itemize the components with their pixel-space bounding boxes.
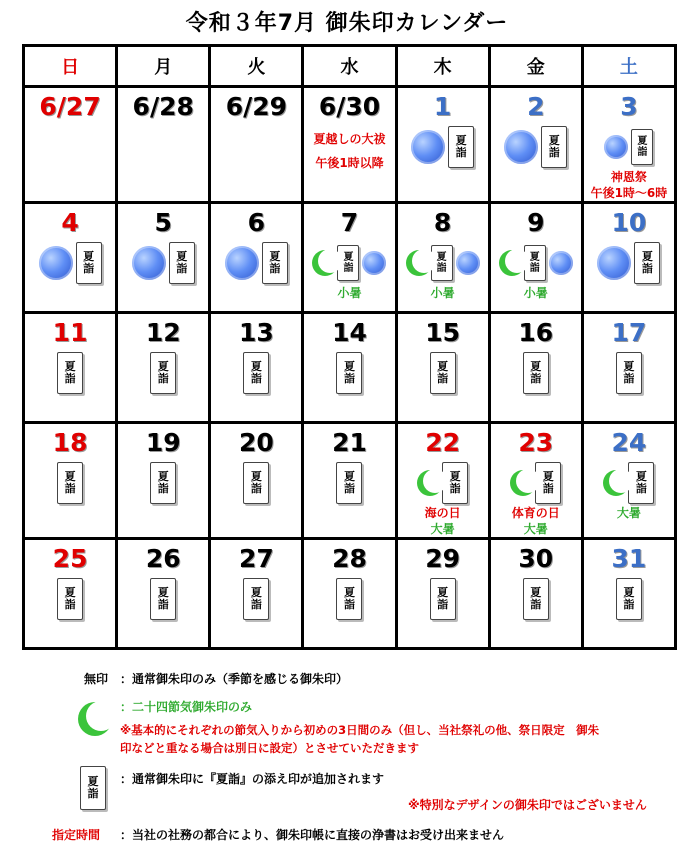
natsumode-tag-icon: 夏 詣 xyxy=(616,352,642,394)
calendar-day-cell xyxy=(24,87,117,203)
day-note: 大暑 xyxy=(430,522,455,536)
natsumode-tag-icon: 夏 詣 xyxy=(336,578,362,620)
calendar-day-cell xyxy=(117,423,210,539)
calendar-day-cell xyxy=(396,203,489,313)
legend-time-desc: ：当社の社務の都合により、御朱印帳に直接の浄書はお受け出来ません xyxy=(120,828,505,842)
natsumode-tag-icon: 夏 詣 xyxy=(57,352,83,394)
day-icons xyxy=(491,577,581,621)
day-icons xyxy=(304,241,394,285)
calendar-day-cell xyxy=(210,203,303,313)
natsumode-tag-icon: 夏 詣 xyxy=(169,242,195,284)
natsumode-tag-icon: 夏 詣 xyxy=(442,462,468,504)
day-icons xyxy=(491,241,581,285)
day-note: 小暑 xyxy=(523,286,548,300)
day-number: 17 xyxy=(611,318,647,347)
day-number: 14 xyxy=(332,318,367,347)
calendar-day-cell xyxy=(489,423,582,539)
weekday-header: 水 xyxy=(303,46,396,87)
natsumode-tag-icon: 夏 詣 xyxy=(243,352,269,394)
natsumode-tag-icon: 夏 詣 xyxy=(57,578,83,620)
day-icons xyxy=(584,125,674,169)
legend-tag-note: ※特別なデザインの御朱印ではございません xyxy=(408,798,647,812)
calendar-day-cell xyxy=(489,313,582,423)
day-number: 28 xyxy=(332,544,367,573)
day-number: 3 xyxy=(620,92,638,121)
day-icons xyxy=(304,461,394,505)
calendar-table xyxy=(22,44,677,650)
calendar-week-row xyxy=(24,203,676,313)
sekki-moon-icon xyxy=(603,468,625,498)
day-number: 31 xyxy=(611,544,647,573)
day-note: 午後1時以降 xyxy=(315,156,384,170)
legend-none-label: 無印 xyxy=(84,672,109,686)
natsumode-tag-icon: 夏 詣 xyxy=(634,242,660,284)
weekday-header: 月 xyxy=(117,46,210,87)
hydrangea-icon xyxy=(132,246,166,280)
calendar-day-cell xyxy=(24,423,117,539)
day-note: 海の日 xyxy=(424,506,461,520)
calendar-day-cell xyxy=(582,87,675,203)
day-icons xyxy=(211,351,301,395)
hydrangea-icon xyxy=(604,135,628,159)
day-icons xyxy=(398,125,488,169)
calendar-day-cell xyxy=(24,203,117,313)
calendar-day-cell xyxy=(24,313,117,423)
natsumode-tag-icon: 夏 詣 xyxy=(631,129,653,165)
day-icons xyxy=(398,351,488,395)
calendar-day-cell xyxy=(489,203,582,313)
natsumode-tag-icon: 夏 詣 xyxy=(523,578,549,620)
day-icons xyxy=(211,241,301,285)
calendar-day-cell xyxy=(210,539,303,649)
day-number: 18 xyxy=(52,428,88,457)
day-icons xyxy=(584,577,674,621)
hydrangea-icon xyxy=(411,130,445,164)
calendar-day-cell xyxy=(396,313,489,423)
sekki-moon-icon xyxy=(510,468,532,498)
legend-time-label: 指定時間 xyxy=(52,828,101,842)
natsumode-tag-icon: 夏 詣 xyxy=(150,352,176,394)
calendar-day-cell xyxy=(117,313,210,423)
day-icons xyxy=(491,461,581,505)
day-note: 大暑 xyxy=(616,506,641,520)
weekday-header: 金 xyxy=(489,46,582,87)
day-number: 25 xyxy=(52,544,88,573)
day-number: 23 xyxy=(518,428,554,457)
day-number: 11 xyxy=(52,318,88,347)
sekki-moon-icon xyxy=(312,248,334,278)
weekday-header-row xyxy=(24,46,676,87)
calendar-day-cell xyxy=(396,539,489,649)
calendar-day-cell xyxy=(24,539,117,649)
natsumode-tag-icon: 夏 詣 xyxy=(336,352,362,394)
natsumode-tag-icon: 夏 詣 xyxy=(243,578,269,620)
day-number: 30 xyxy=(518,544,554,573)
hydrangea-icon xyxy=(39,246,73,280)
day-icons xyxy=(25,351,115,395)
day-number: 4 xyxy=(61,208,79,237)
day-note: 神恩祭 xyxy=(610,170,647,184)
day-icons xyxy=(398,577,488,621)
day-number: 22 xyxy=(425,428,461,457)
legend-moon-desc: ：二十四節気御朱印のみ xyxy=(120,700,253,714)
day-icons xyxy=(584,351,674,395)
calendar-day-cell xyxy=(303,87,396,203)
day-icons xyxy=(118,241,208,285)
legend-tag-icon: 夏 詣 xyxy=(80,766,106,810)
day-icons xyxy=(304,351,394,395)
day-note: 小暑 xyxy=(430,286,455,300)
day-number: 6/27 xyxy=(39,92,101,121)
page-title: 令和３年7月 御朱印カレンダー xyxy=(185,11,509,36)
sekki-moon-icon xyxy=(499,248,521,278)
hydrangea-icon xyxy=(549,251,573,275)
natsumode-tag-icon: 夏 詣 xyxy=(243,462,269,504)
calendar-week-row xyxy=(24,313,676,423)
hydrangea-icon xyxy=(456,251,480,275)
natsumode-tag-icon: 夏 詣 xyxy=(430,352,456,394)
weekday-header: 木 xyxy=(396,46,489,87)
day-number: 5 xyxy=(154,208,172,237)
natsumode-tag-icon: 夏 詣 xyxy=(431,245,453,281)
day-note: 小暑 xyxy=(337,286,362,300)
hydrangea-icon xyxy=(597,246,631,280)
weekday-header: 火 xyxy=(210,46,303,87)
calendar-day-cell xyxy=(117,87,210,203)
day-note: 体育の日 xyxy=(511,506,560,520)
natsumode-tag-icon: 夏 詣 xyxy=(535,462,561,504)
day-number: 20 xyxy=(238,428,274,457)
day-number: 6 xyxy=(247,208,266,237)
day-number: 9 xyxy=(527,208,545,237)
day-icons xyxy=(398,461,488,505)
calendar-day-cell xyxy=(303,313,396,423)
day-icons xyxy=(398,241,488,285)
day-icons xyxy=(25,241,115,285)
weekday-header: 日 xyxy=(24,46,117,87)
day-number: 10 xyxy=(611,208,647,237)
day-icons xyxy=(584,461,674,505)
day-number: 19 xyxy=(145,428,181,457)
calendar-day-cell xyxy=(396,87,489,203)
legend-moon-note-2: 印などと重なる場合は別日に設定）とさせていただきます xyxy=(120,741,419,755)
day-note: 大暑 xyxy=(523,522,548,536)
calendar-week-row xyxy=(24,423,676,539)
natsumode-tag-icon: 夏 詣 xyxy=(448,126,474,168)
calendar-day-cell xyxy=(489,539,582,649)
natsumode-tag-icon: 夏 詣 xyxy=(430,578,456,620)
hydrangea-icon xyxy=(225,246,259,280)
day-number: 8 xyxy=(433,208,452,237)
day-icons xyxy=(25,461,115,505)
calendar-day-cell xyxy=(396,423,489,539)
day-icons xyxy=(118,577,208,621)
natsumode-tag-icon: 夏 詣 xyxy=(524,245,546,281)
day-icons xyxy=(491,351,581,395)
natsumode-tag-icon: 夏 詣 xyxy=(616,578,642,620)
hydrangea-icon xyxy=(362,251,386,275)
natsumode-tag-icon: 夏 詣 xyxy=(150,578,176,620)
calendar-day-cell xyxy=(582,423,675,539)
calendar-day-cell xyxy=(210,423,303,539)
day-number: 24 xyxy=(611,428,647,457)
day-number: 26 xyxy=(145,544,181,573)
calendar-day-cell xyxy=(303,539,396,649)
natsumode-tag-icon: 夏 詣 xyxy=(150,462,176,504)
day-icons xyxy=(25,577,115,621)
calendar-day-cell xyxy=(489,87,582,203)
day-icons xyxy=(211,577,301,621)
calendar-day-cell xyxy=(582,313,675,423)
natsumode-tag-icon: 夏 詣 xyxy=(337,245,359,281)
natsumode-tag-icon: 夏 詣 xyxy=(523,352,549,394)
day-icons xyxy=(211,461,301,505)
day-number: 29 xyxy=(425,544,461,573)
natsumode-tag-icon: 夏 詣 xyxy=(541,126,567,168)
calendar-day-cell xyxy=(210,313,303,423)
day-number: 6/28 xyxy=(132,92,194,121)
calendar-day-cell xyxy=(117,539,210,649)
day-number: 12 xyxy=(145,318,181,347)
natsumode-tag-icon: 夏 詣 xyxy=(57,462,83,504)
day-number: 16 xyxy=(518,318,554,347)
day-icons xyxy=(118,351,208,395)
calendar-day-cell xyxy=(210,87,303,203)
calendar-week-row xyxy=(24,87,676,203)
day-number: 1 xyxy=(433,92,452,121)
day-icons xyxy=(118,461,208,505)
day-number: 6/29 xyxy=(225,92,288,121)
day-number: 15 xyxy=(425,318,461,347)
day-number: 13 xyxy=(238,318,274,347)
calendar-week-row xyxy=(24,539,676,649)
calendar-day-cell xyxy=(303,423,396,539)
calendar-day-cell xyxy=(582,539,675,649)
day-note: 午後1時～6時 xyxy=(590,186,668,200)
calendar-day-cell xyxy=(582,203,675,313)
sekki-moon-icon xyxy=(406,248,428,278)
legend-moon-icon xyxy=(78,700,108,740)
day-number: 7 xyxy=(340,208,359,237)
day-number: 27 xyxy=(238,544,274,573)
day-icons xyxy=(491,125,581,169)
calendar-body xyxy=(24,87,676,649)
day-number: 21 xyxy=(332,428,367,457)
day-icons xyxy=(584,241,674,285)
legend-tag-desc: ：通常御朱印に『夏詣』の添え印が追加されます xyxy=(120,772,385,786)
hydrangea-icon xyxy=(504,130,538,164)
day-number: 6/30 xyxy=(318,92,381,121)
day-note: 夏越しの大祓 xyxy=(313,132,386,146)
legend-none-desc: ：通常御朱印のみ（季節を感じる御朱印） xyxy=(120,672,349,686)
weekday-header: 土 xyxy=(582,46,675,87)
calendar-day-cell xyxy=(117,203,210,313)
sekki-moon-icon xyxy=(417,468,439,498)
calendar-day-cell xyxy=(303,203,396,313)
natsumode-tag-icon: 夏 詣 xyxy=(628,462,654,504)
legend-moon-note-1: ※基本的にそれぞれの節気入りから初めの3日間のみ（但し、当社祭礼の他、祭日限定 御朱 xyxy=(120,723,600,737)
natsumode-tag-icon: 夏 詣 xyxy=(262,242,288,284)
day-number: 2 xyxy=(527,92,545,121)
day-icons xyxy=(304,577,394,621)
natsumode-tag-icon: 夏 詣 xyxy=(336,462,362,504)
natsumode-tag-icon: 夏 詣 xyxy=(76,242,102,284)
